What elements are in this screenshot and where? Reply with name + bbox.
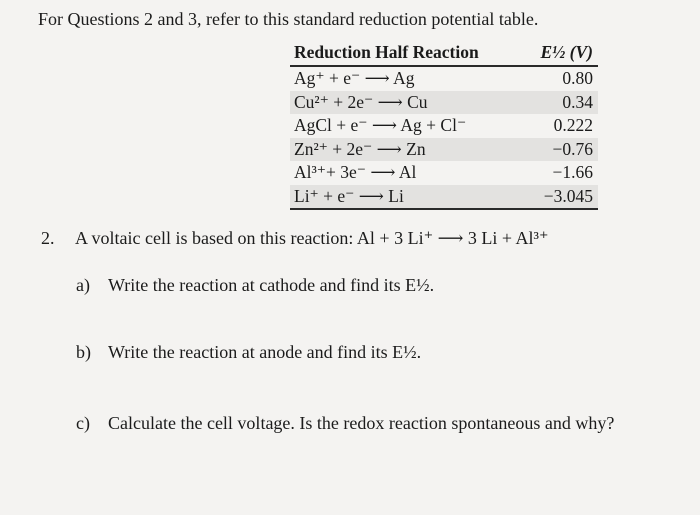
- row-reaction: Ag⁺ + e⁻ ⟶ Ag: [294, 68, 415, 89]
- question-part-b: [76, 342, 421, 363]
- table-row: [290, 114, 598, 138]
- part-text: Write the reaction at anode and find its E½.: [108, 342, 422, 362]
- part-text: Write the reaction at cathode and find its E½.: [108, 275, 435, 295]
- table-row: [290, 91, 598, 115]
- table-row: [290, 138, 598, 162]
- row-potential: −0.76: [552, 138, 593, 159]
- header-reaction: Reduction Half Reaction: [294, 42, 479, 62]
- row-reaction: Li⁺ + e⁻ ⟶ Li: [294, 185, 404, 206]
- question-number: 2.: [41, 228, 55, 248]
- row-reaction: Zn²⁺ + 2e⁻ ⟶ Zn: [294, 138, 426, 159]
- row-reaction: Al³⁺+ 3e⁻ ⟶ Al: [294, 162, 417, 183]
- intro-text: For Questions 2 and 3, refer to this standard reduction potential table.: [38, 9, 539, 29]
- part-letter: b): [76, 342, 91, 362]
- part-letter: a): [76, 275, 90, 295]
- table-header-row: [290, 40, 598, 67]
- row-potential: 0.34: [562, 91, 593, 112]
- part-letter: c): [76, 413, 90, 433]
- row-potential: −3.045: [543, 185, 593, 206]
- header-potential: E½ (V): [540, 42, 593, 62]
- row-reaction: AgCl + e⁻ ⟶ Ag + Cl⁻: [294, 115, 467, 136]
- table-row: [290, 161, 598, 185]
- row-potential: 0.80: [562, 68, 593, 89]
- table-row: [290, 185, 598, 211]
- question-part-c: [76, 413, 614, 434]
- part-text: Calculate the cell voltage. Is the redox reaction spontaneous and why?: [108, 413, 615, 433]
- question-2: [41, 228, 548, 249]
- question-part-a: [76, 275, 434, 296]
- reduction-potential-table: [290, 40, 598, 210]
- table-row: [290, 67, 598, 91]
- row-reaction: Cu²⁺ + 2e⁻ ⟶ Cu: [294, 91, 428, 112]
- row-potential: −1.66: [552, 162, 593, 183]
- question-text: A voltaic cell is based on this reaction: Al + 3 Li⁺ ⟶ 3 Li + Al³⁺: [75, 228, 549, 248]
- row-potential: 0.222: [553, 115, 593, 136]
